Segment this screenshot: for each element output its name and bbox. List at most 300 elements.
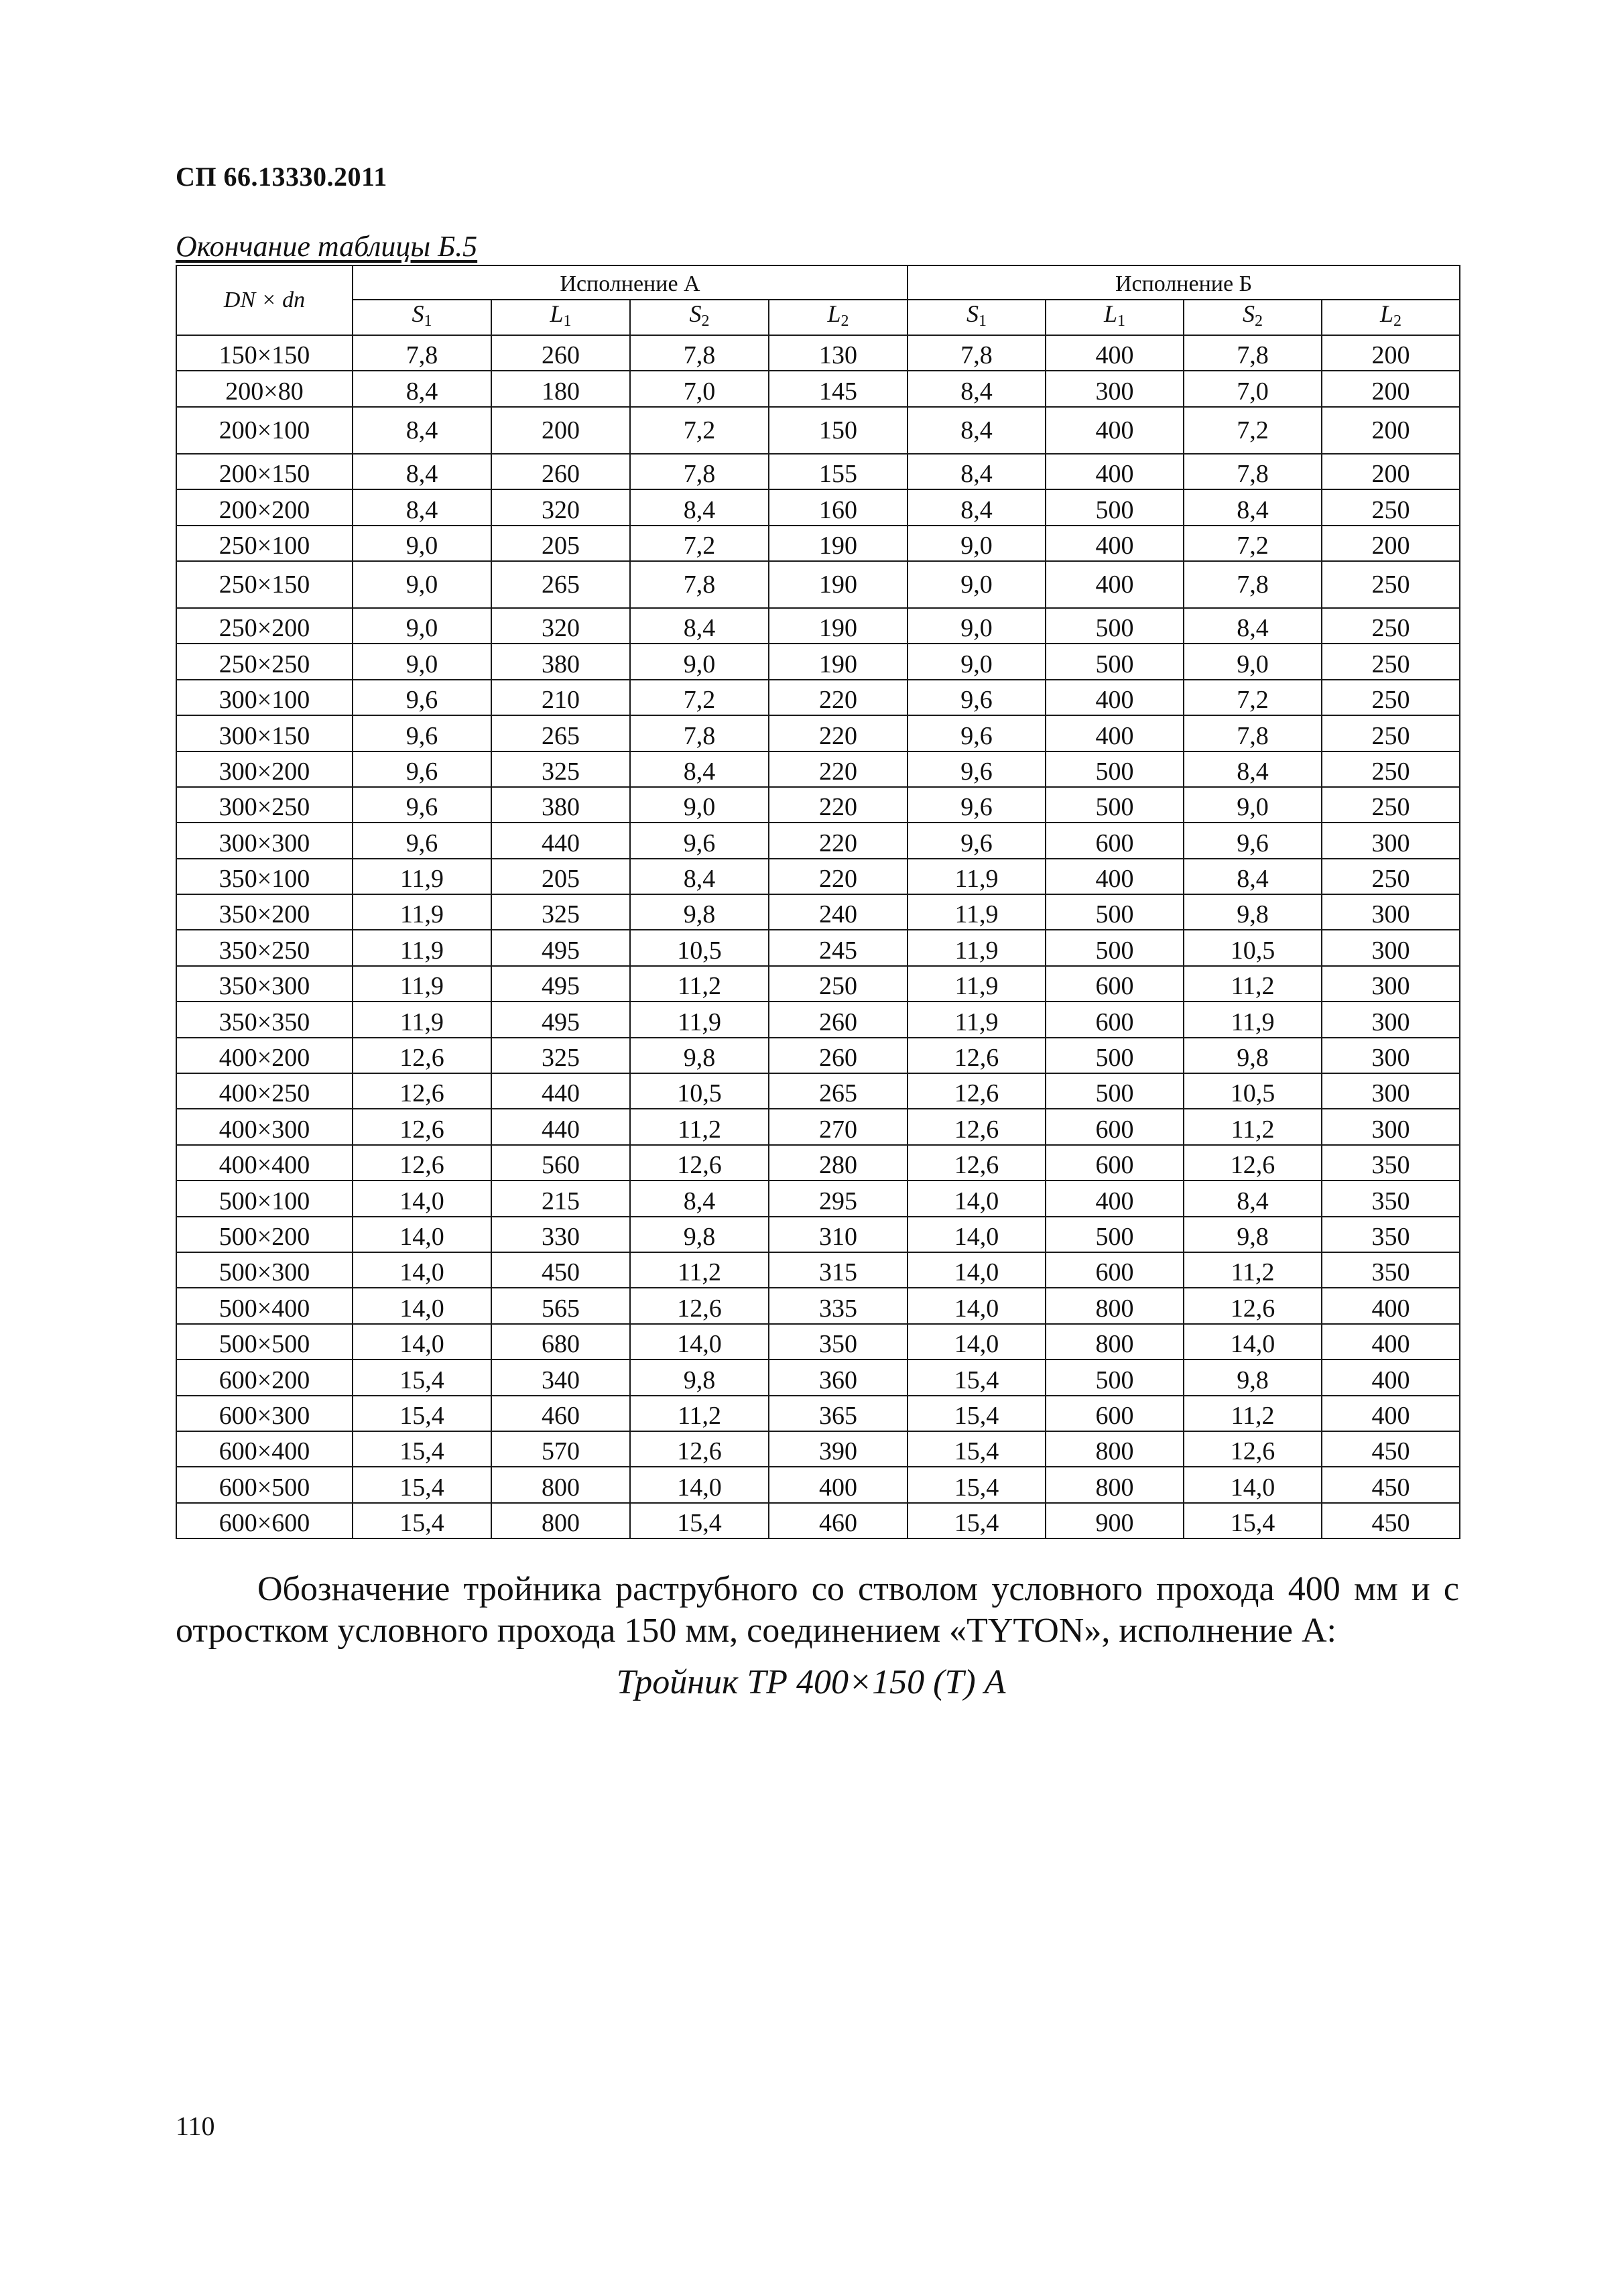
table-cell: 15,4 [630,1503,769,1538]
row-size-cell: 400×250 [176,1073,353,1109]
table-cell: 300 [1322,930,1460,965]
table-cell: 7,8 [353,335,491,371]
table-cell: 10,5 [630,930,769,965]
table-cell: 12,6 [353,1145,491,1181]
table-cell: 8,4 [353,371,491,406]
row-size-cell: 500×100 [176,1181,353,1216]
row-size-cell: 600×600 [176,1503,353,1538]
table-cell: 14,0 [908,1324,1046,1360]
table-cell: 8,4 [630,489,769,525]
table-cell: 500 [1046,787,1184,823]
table-cell: 150 [769,407,908,454]
table-cell: 7,8 [908,335,1046,371]
table-cell: 9,6 [353,823,491,858]
table-cell: 205 [491,859,630,894]
table-cell: 250 [1322,859,1460,894]
table-cell: 7,8 [1184,454,1322,489]
row-size-cell: 600×300 [176,1396,353,1431]
table-cell: 12,6 [630,1288,769,1323]
subcolumn-letter: S [689,300,702,327]
table-cell: 350 [1322,1181,1460,1216]
dimensions-table [176,265,1460,1539]
table-cell: 300 [1322,1002,1460,1037]
row-size-cell: 500×300 [176,1252,353,1288]
table-cell: 680 [491,1324,630,1360]
table-cell: 11,9 [630,1002,769,1037]
table-cell: 7,2 [1184,526,1322,561]
table-cell: 350 [1322,1252,1460,1288]
header-subcolumn [908,300,1046,335]
table-cell: 11,2 [1184,1252,1322,1288]
table-cell: 200 [1322,407,1460,454]
table-cell: 450 [491,1252,630,1288]
table-cell: 160 [769,489,908,525]
row-size-cell: 400×300 [176,1109,353,1144]
table-cell: 8,4 [1184,859,1322,894]
table-cell: 300 [1322,823,1460,858]
row-size-cell: 350×350 [176,1002,353,1037]
table-cell: 220 [769,859,908,894]
table-cell: 600 [1046,1109,1184,1144]
header-subcolumn [1322,300,1460,335]
table-cell: 600 [1046,1002,1184,1037]
table-cell: 800 [491,1503,630,1538]
table-cell: 8,4 [1184,489,1322,525]
subcolumn-index: 2 [1255,312,1263,330]
page-number: 110 [176,2111,215,2141]
table-cell: 11,9 [353,894,491,930]
table-cell: 260 [491,454,630,489]
table-cell: 12,6 [908,1073,1046,1109]
table-cell: 800 [1046,1288,1184,1323]
table-cell: 400 [1322,1324,1460,1360]
table-row [176,1288,1460,1323]
table-cell: 500 [1046,644,1184,679]
row-size-cell: 250×200 [176,608,353,644]
table-cell: 320 [491,608,630,644]
table-cell: 190 [769,608,908,644]
table-cell: 14,0 [353,1252,491,1288]
table-cell: 15,4 [353,1503,491,1538]
table-cell: 9,0 [908,608,1046,644]
table-cell: 11,9 [908,966,1046,1002]
row-size-cell: 350×250 [176,930,353,965]
table-cell: 250 [1322,715,1460,751]
table-row [176,1073,1460,1109]
table-cell: 500 [1046,1073,1184,1109]
table-cell: 210 [491,680,630,715]
header-group-a: Исполнение А [353,265,908,300]
table-cell: 7,8 [1184,715,1322,751]
table-cell: 800 [491,1467,630,1502]
row-size-cell: 300×200 [176,751,353,787]
row-size-cell: 250×250 [176,644,353,679]
table-row [176,644,1460,679]
row-size-cell: 500×200 [176,1217,353,1252]
table-row [176,1181,1460,1216]
table-cell: 265 [769,1073,908,1109]
table-cell: 11,2 [630,1252,769,1288]
table-row [176,1038,1460,1073]
table-cell: 12,6 [908,1038,1046,1073]
table-cell: 8,4 [908,407,1046,454]
table-cell: 315 [769,1252,908,1288]
header-group-b: Исполнение Б [908,265,1460,300]
table-cell: 14,0 [630,1467,769,1502]
table-cell: 7,2 [1184,680,1322,715]
row-size-cell: 200×150 [176,454,353,489]
table-container [176,265,1459,1539]
table-cell: 450 [1322,1503,1460,1538]
table-cell: 9,6 [908,751,1046,787]
table-cell: 7,2 [630,526,769,561]
table-cell: 11,2 [1184,1396,1322,1431]
table-cell: 330 [491,1217,630,1252]
table-cell: 200 [1322,371,1460,406]
table-cell: 8,4 [908,371,1046,406]
table-row [176,371,1460,406]
header-row-groups [176,265,1460,300]
table-cell: 15,4 [1184,1503,1322,1538]
table-cell: 15,4 [908,1431,1046,1467]
table-cell: 14,0 [908,1181,1046,1216]
table-row [176,1145,1460,1181]
table-cell: 400 [1046,561,1184,608]
table-cell: 15,4 [353,1467,491,1502]
table-cell: 11,2 [1184,966,1322,1002]
table-cell: 7,2 [630,407,769,454]
table-cell: 9,8 [1184,1217,1322,1252]
table-row [176,407,1460,454]
table-row [176,1467,1460,1502]
table-row [176,680,1460,715]
table-row [176,1002,1460,1037]
table-row [176,751,1460,787]
table-row [176,823,1460,858]
table-caption: Окончание таблицы Б.5 [176,230,478,263]
table-cell: 9,0 [1184,644,1322,679]
table-cell: 500 [1046,1360,1184,1395]
table-cell: 9,6 [908,715,1046,751]
table-cell: 500 [1046,1217,1184,1252]
table-cell: 11,2 [630,966,769,1002]
table-row [176,859,1460,894]
table-cell: 9,0 [908,561,1046,608]
table-cell: 250 [1322,787,1460,823]
table-cell: 390 [769,1431,908,1467]
table-cell: 10,5 [630,1073,769,1109]
header-subcolumn [491,300,630,335]
table-cell: 250 [1322,608,1460,644]
table-cell: 9,8 [630,1360,769,1395]
table-cell: 14,0 [908,1288,1046,1323]
row-size-cell: 600×400 [176,1431,353,1467]
subcolumn-letter: S [412,300,424,327]
table-cell: 340 [491,1360,630,1395]
table-cell: 500 [1046,751,1184,787]
designation-example: Тройник ТР 400×150 (Т) А [616,1663,1006,1701]
table-cell: 320 [491,489,630,525]
table-cell: 14,0 [908,1217,1046,1252]
row-size-cell: 300×300 [176,823,353,858]
table-cell: 8,4 [353,489,491,525]
row-size-cell: 600×500 [176,1467,353,1502]
table-cell: 10,5 [1184,1073,1322,1109]
table-cell: 9,0 [353,526,491,561]
table-cell: 440 [491,1073,630,1109]
table-cell: 560 [491,1145,630,1181]
table-row [176,526,1460,561]
table-cell: 8,4 [630,751,769,787]
table-cell: 335 [769,1288,908,1323]
table-cell: 600 [1046,1145,1184,1181]
table-cell: 12,6 [1184,1431,1322,1467]
table-cell: 11,9 [908,930,1046,965]
table-cell: 400 [1046,680,1184,715]
table-row [176,1396,1460,1431]
table-cell: 900 [1046,1503,1184,1538]
table-cell: 440 [491,823,630,858]
table-row [176,1324,1460,1360]
table-cell: 9,6 [353,680,491,715]
table-cell: 295 [769,1181,908,1216]
table-cell: 260 [491,335,630,371]
table-cell: 400 [1046,335,1184,371]
table-cell: 145 [769,371,908,406]
subcolumn-index: 1 [1117,312,1126,330]
table-cell: 325 [491,1038,630,1073]
table-cell: 400 [1046,715,1184,751]
table-row [176,454,1460,489]
table-cell: 400 [1046,859,1184,894]
table-cell: 240 [769,894,908,930]
table-cell: 14,0 [353,1181,491,1216]
table-cell: 12,6 [353,1073,491,1109]
table-cell: 8,4 [630,859,769,894]
table-cell: 8,4 [353,454,491,489]
table-cell: 15,4 [908,1503,1046,1538]
subcolumn-letter: L [1103,300,1118,327]
table-cell: 600 [1046,823,1184,858]
table-cell: 800 [1046,1467,1184,1502]
table-cell: 9,0 [1184,787,1322,823]
table-cell: 9,8 [1184,1360,1322,1395]
table-cell: 300 [1322,894,1460,930]
table-cell: 14,0 [353,1324,491,1360]
table-cell: 200 [1322,526,1460,561]
table-cell: 500 [1046,930,1184,965]
table-cell: 9,0 [908,644,1046,679]
subcolumn-letter: S [1243,300,1255,327]
table-cell: 260 [769,1002,908,1037]
table-cell: 265 [491,561,630,608]
header-row-subcolumns [176,300,1460,335]
table-cell: 12,6 [1184,1288,1322,1323]
row-size-cell: 400×200 [176,1038,353,1073]
table-cell: 12,6 [353,1038,491,1073]
table-cell: 8,4 [1184,1181,1322,1216]
subcolumn-index: 2 [840,312,849,330]
table-cell: 8,4 [908,489,1046,525]
table-cell: 450 [1322,1467,1460,1502]
table-cell: 8,4 [630,1181,769,1216]
table-cell: 11,2 [630,1396,769,1431]
table-cell: 7,8 [630,561,769,608]
table-cell: 600 [1046,1252,1184,1288]
table-cell: 12,6 [908,1145,1046,1181]
table-cell: 300 [1322,1038,1460,1073]
table-cell: 265 [491,715,630,751]
table-cell: 8,4 [353,407,491,454]
table-cell: 7,0 [630,371,769,406]
table-cell: 400 [1322,1288,1460,1323]
table-cell: 440 [491,1109,630,1144]
table-cell: 360 [769,1360,908,1395]
table-cell: 280 [769,1145,908,1181]
table-cell: 495 [491,966,630,1002]
subcolumn-letter: L [550,300,564,327]
table-cell: 9,8 [1184,1038,1322,1073]
table-cell: 9,6 [353,715,491,751]
table-cell: 11,9 [1184,1002,1322,1037]
table-cell: 11,9 [908,859,1046,894]
table-cell: 380 [491,644,630,679]
table-cell: 400 [769,1467,908,1502]
table-cell: 9,8 [630,894,769,930]
table-cell: 11,9 [353,1002,491,1037]
subcolumn-index: 1 [424,312,432,330]
table-cell: 300 [1046,371,1184,406]
row-size-cell: 300×150 [176,715,353,751]
table-cell: 15,4 [908,1360,1046,1395]
header-subcolumn [630,300,769,335]
table-cell: 495 [491,930,630,965]
table-cell: 15,4 [353,1431,491,1467]
table-cell: 12,6 [630,1431,769,1467]
table-cell: 7,8 [1184,561,1322,608]
table-cell: 190 [769,644,908,679]
table-cell: 400 [1046,454,1184,489]
table-cell: 9,6 [908,680,1046,715]
table-cell: 220 [769,715,908,751]
table-cell: 325 [491,894,630,930]
row-size-cell: 200×100 [176,407,353,454]
table-cell: 260 [769,1038,908,1073]
table-cell: 8,4 [1184,751,1322,787]
table-cell: 12,6 [630,1145,769,1181]
subcolumn-index: 2 [1393,312,1402,330]
table-cell: 365 [769,1396,908,1431]
table-cell: 10,5 [1184,930,1322,965]
table-cell: 190 [769,561,908,608]
header-dn-dn: DN × dn [176,265,353,335]
table-cell: 11,2 [630,1109,769,1144]
table-cell: 130 [769,335,908,371]
table-cell: 220 [769,823,908,858]
table-cell: 190 [769,526,908,561]
table-cell: 250 [1322,561,1460,608]
table-cell: 270 [769,1109,908,1144]
table-cell: 7,8 [630,715,769,751]
row-size-cell: 500×500 [176,1324,353,1360]
table-cell: 300 [1322,966,1460,1002]
table-cell: 200 [491,407,630,454]
table-cell: 11,9 [353,930,491,965]
table-cell: 220 [769,680,908,715]
header-subcolumn [353,300,491,335]
table-cell: 310 [769,1217,908,1252]
table-row [176,715,1460,751]
table-cell: 14,0 [630,1324,769,1360]
table-row [176,930,1460,965]
table-cell: 570 [491,1431,630,1467]
table-cell: 12,6 [1184,1145,1322,1181]
table-cell: 600 [1046,1396,1184,1431]
table-cell: 12,6 [353,1109,491,1144]
table-cell: 15,4 [353,1396,491,1431]
table-cell: 250 [1322,644,1460,679]
table-cell: 215 [491,1181,630,1216]
table-cell: 565 [491,1288,630,1323]
table-cell: 300 [1322,1109,1460,1144]
row-size-cell: 200×200 [176,489,353,525]
table-cell: 500 [1046,608,1184,644]
table-cell: 9,6 [630,823,769,858]
table-cell: 8,4 [1184,608,1322,644]
table-row [176,1217,1460,1252]
table-cell: 460 [491,1396,630,1431]
document-code: СП 66.13330.2011 [176,162,387,192]
table-cell: 245 [769,930,908,965]
table-body [176,335,1460,1538]
row-size-cell: 600×200 [176,1360,353,1395]
table-cell: 450 [1322,1431,1460,1467]
table-cell: 180 [491,371,630,406]
table-cell: 300 [1322,1073,1460,1109]
table-cell: 9,0 [353,644,491,679]
table-cell: 8,4 [908,454,1046,489]
table-row [176,1503,1460,1538]
table-cell: 495 [491,1002,630,1037]
table-cell: 200 [1322,335,1460,371]
table-cell: 7,2 [1184,407,1322,454]
table-row [176,561,1460,608]
table-cell: 9,8 [630,1217,769,1252]
table-cell: 460 [769,1503,908,1538]
subcolumn-index: 1 [979,312,987,330]
table-cell: 14,0 [908,1252,1046,1288]
table-cell: 250 [1322,751,1460,787]
row-size-cell: 200×80 [176,371,353,406]
subcolumn-index: 1 [563,312,572,330]
table-cell: 800 [1046,1431,1184,1467]
table-row [176,894,1460,930]
table-cell: 11,9 [353,859,491,894]
table-row [176,1109,1460,1144]
table-cell: 250 [769,966,908,1002]
table-row [176,608,1460,644]
table-cell: 7,8 [630,454,769,489]
table-cell: 14,0 [353,1288,491,1323]
table-cell: 350 [1322,1145,1460,1181]
table-row [176,787,1460,823]
header-subcolumn [1046,300,1184,335]
table-cell: 205 [491,526,630,561]
table-cell: 350 [1322,1217,1460,1252]
table-cell: 11,9 [908,894,1046,930]
subcolumn-letter: S [966,300,979,327]
subcolumn-letter: L [1380,300,1394,327]
